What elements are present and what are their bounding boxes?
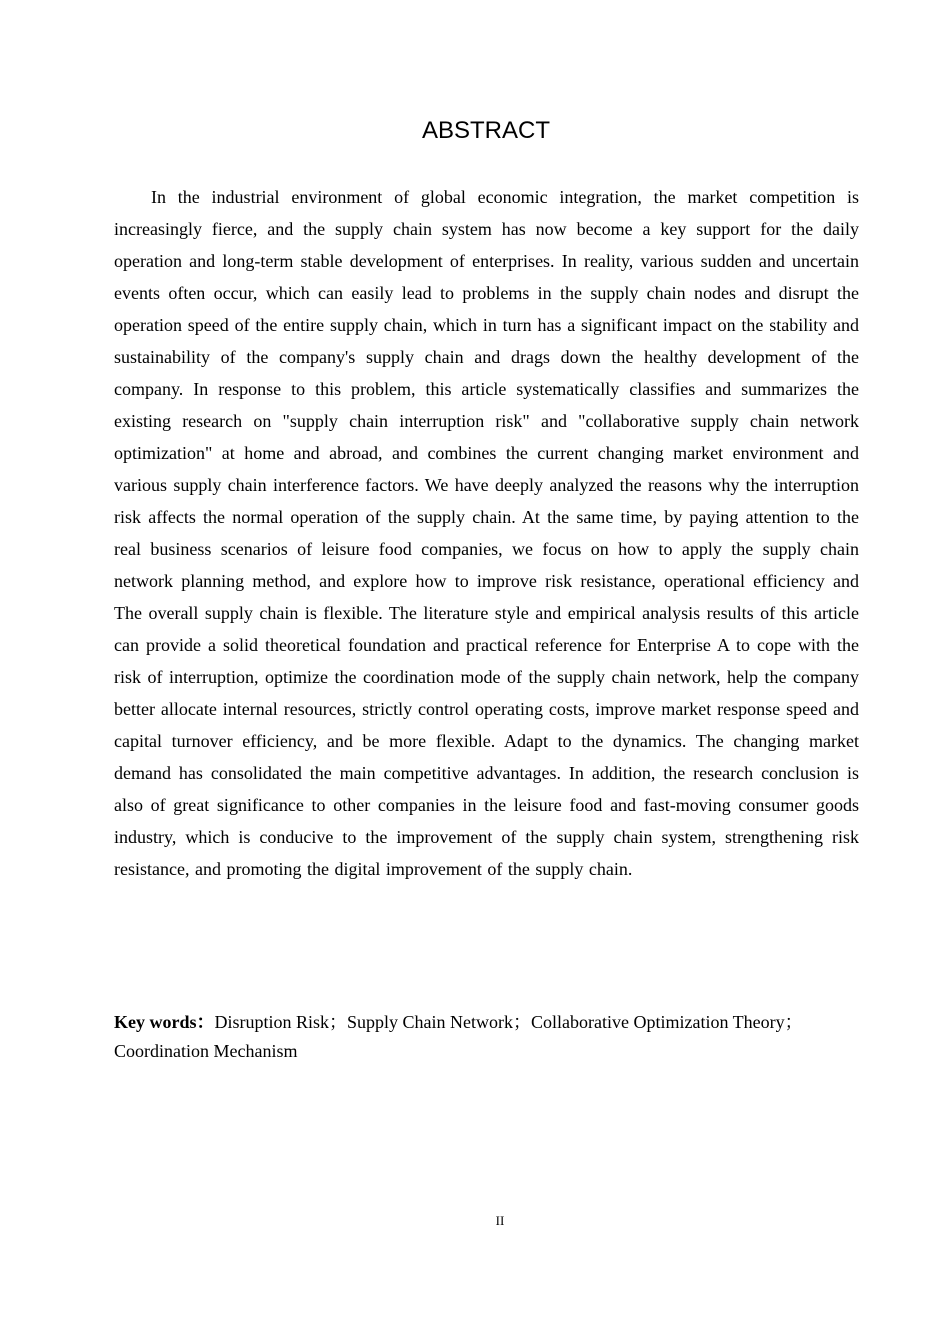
abstract-title: ABSTRACT: [421, 117, 550, 144]
keywords-list: Disruption Risk；Supply Chain Network；Collaborative Optimization Theory；Coordination Mechanism: [114, 1012, 803, 1061]
page-number: II: [495, 1213, 505, 1228]
keywords-label: Key words：: [114, 1012, 215, 1032]
keywords-section: [114, 1008, 859, 1066]
abstract-body: In the industrial environment of global economic integration, the market competition is increasingly fierce, and the supply chain system has now become a key support for the daily operation and long-term stable development of enterprises. In reality, various sudden and uncertain events often occur, which can easily lead to problems in the supply chain nodes and disrupt the operation speed of the entire supply chain, which in turn has a significant impact on the stability and sustainability of the company's supply chain and drags down the healthy development of the company. In response to this problem, this article systematically classifies and summarizes the existing research on "supply chain interruption risk" and "collaborative supply chain network optimization" at home and abroad, and combines the current changing market environment and various supply chain interference factors. We have deeply analyzed the reasons why the interruption risk affects the normal operation of the supply chain. At the same time, by paying attention to the real business scenarios of leisure food companies, we focus on how to apply the supply chain network planning method, and explore how to improve risk resistance, operational efficiency and The overall supply chain is flexible. The literature style and empirical analysis results of this article can provide a solid theoretical foundation and practical reference for Enterprise A to cope with the risk of interruption, optimize the coordination mode of the supply chain network, help the company better allocate internal resources, strictly control operating costs, improve market response speed and capital turnover efficiency, and be more flexible. Adapt to the dynamics. The changing market demand has consolidated the main competitive advantages. In addition, the research conclusion is also of great significance to other companies in the leisure food and fast-moving consumer goods industry, which is conducive to the improvement of the supply chain system, strengthening risk resistance, and promoting the digital improvement of the supply chain.: [114, 187, 859, 879]
